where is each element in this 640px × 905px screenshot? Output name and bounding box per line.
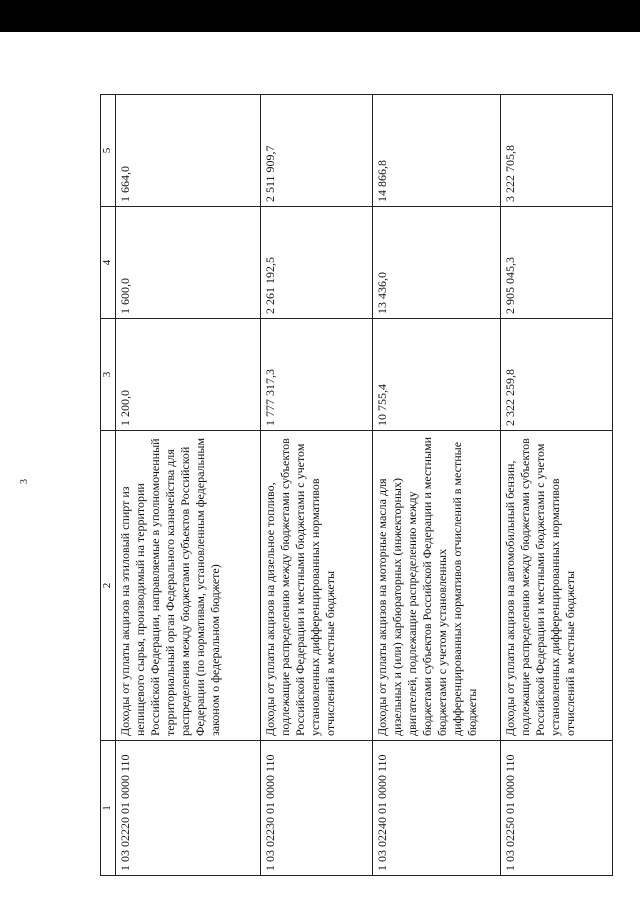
description-cell: Доходы от уплаты акцизов на этиловый спирт из непищевого сырья, производимый на территории Российской Федерации, направляемые в уполномоченный территориальный орган Федерального казначейства для распределения между бюджетами субъектов Российской Федерации (по нормативам, установленным федеральным законом о федеральном бюджете)	[115, 431, 260, 741]
page-number: 3	[19, 479, 30, 484]
value-col5-cell: 3 222 705,8	[500, 95, 612, 207]
budget-code-cell: 1 03 02240 01 0000 110	[373, 741, 500, 876]
value-col5-cell: 2 511 909,7	[261, 95, 373, 207]
value-col5-cell: 14 866,8	[373, 95, 500, 207]
table-header-row	[101, 95, 116, 876]
value-col4-cell: 13 436,0	[373, 207, 500, 319]
table-row	[115, 95, 260, 876]
value-col3-cell: 1 777 317,3	[261, 319, 373, 431]
value-col4-cell: 2 261 192,5	[261, 207, 373, 319]
value-col3-cell: 1 200,0	[115, 319, 260, 431]
column-header-2: 2	[101, 431, 116, 741]
value-col3-cell: 10 755,4	[373, 319, 500, 431]
scan-top-border	[0, 0, 640, 32]
table-row	[500, 95, 612, 876]
budget-code-cell: 1 03 02220 01 0000 110	[115, 741, 260, 876]
value-col4-cell: 1 600,0	[115, 207, 260, 319]
budget-code-cell: 1 03 02250 01 0000 110	[500, 741, 612, 876]
column-header-5: 5	[101, 95, 116, 207]
description-cell: Доходы от уплаты акцизов на моторные масла для дизельных и (или) карбюраторных (инжекторных) двигателей, подлежащие распределению между бюджетами субъектов Российской Федерации и местными бюджетами с учетом установленных дифференцированных нормативов отчислений в местные бюджеты	[373, 431, 500, 741]
column-header-1: 1	[101, 741, 116, 876]
table-row	[261, 95, 373, 876]
table-row	[373, 95, 500, 876]
revenue-table	[100, 94, 613, 876]
value-col4-cell: 2 905 045,3	[500, 207, 612, 319]
description-cell: Доходы от уплаты акцизов на дизельное топливо, подлежащие распределению между бюджетами субъектов Российской Федерации и местными бюджетами с учетом установленных дифференцированных нормативов отчислений в местные бюджеты	[261, 431, 373, 741]
budget-code-cell: 1 03 02230 01 0000 110	[261, 741, 373, 876]
column-header-3: 3	[101, 319, 116, 431]
value-col5-cell: 1 664,0	[115, 95, 260, 207]
description-cell: Доходы от уплаты акцизов на автомобильный бензин, подлежащие распределению между бюджетами субъектов Российской Федерации и местными бюджетами с учетом установленных дифференцированных нормативов отчислений в местные бюджеты	[500, 431, 612, 741]
rotated-table-container	[100, 95, 613, 876]
value-col3-cell: 2 322 259,8	[500, 319, 612, 431]
column-header-4: 4	[101, 207, 116, 319]
